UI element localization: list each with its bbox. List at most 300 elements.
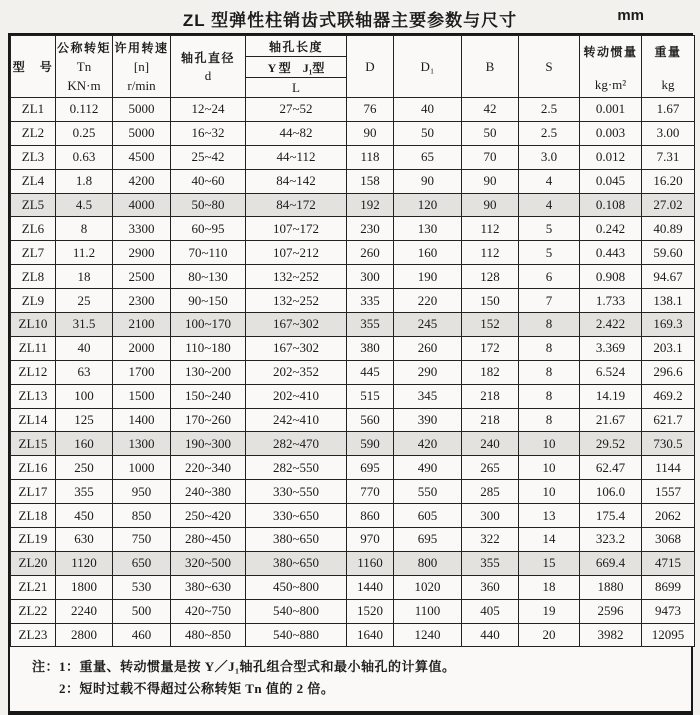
- col-header-bore-diameter-zh: 轴孔直径: [180, 51, 235, 65]
- cell-weight: 203.1: [642, 336, 695, 360]
- cell-bore-length: 84~142: [246, 169, 347, 193]
- cell-bore-diameter: 240~380: [171, 480, 246, 504]
- cell-bore-diameter: 40~60: [171, 169, 246, 193]
- cell-S: 2.5: [519, 121, 580, 145]
- cell-D1: 40: [394, 98, 462, 122]
- cell-bore-diameter: 320~500: [171, 551, 246, 575]
- cell-bore-diameter: 170~260: [171, 408, 246, 432]
- cell-torque: 1120: [56, 551, 113, 575]
- cell-bore-length: 132~252: [246, 265, 347, 289]
- cell-model: ZL10: [11, 313, 56, 337]
- cell-bore-diameter: 60~95: [171, 217, 246, 241]
- cell-model: ZL19: [11, 528, 56, 552]
- cell-torque: 40: [56, 336, 113, 360]
- cell-speed: 2100: [113, 313, 171, 337]
- cell-bore-length: 450~800: [246, 575, 347, 599]
- cell-D: 695: [347, 456, 394, 480]
- cell-B: 440: [462, 623, 519, 647]
- cell-model: ZL12: [11, 360, 56, 384]
- cell-D: 1640: [347, 623, 394, 647]
- table-row: [11, 145, 695, 169]
- cell-model: ZL7: [11, 241, 56, 265]
- cell-speed: 4000: [113, 193, 171, 217]
- cell-model: ZL22: [11, 599, 56, 623]
- table-row: [11, 432, 695, 456]
- cell-weight: 469.2: [642, 384, 695, 408]
- table-row: [11, 408, 695, 432]
- cell-speed: 2500: [113, 265, 171, 289]
- cell-weight: 12095: [642, 623, 695, 647]
- cell-speed: 2300: [113, 289, 171, 313]
- cell-speed: 4200: [113, 169, 171, 193]
- cell-weight: 7.31: [642, 145, 695, 169]
- cell-weight: 621.7: [642, 408, 695, 432]
- cell-torque: 1.8: [56, 169, 113, 193]
- cell-inertia: 0.003: [580, 121, 642, 145]
- cell-S: 4: [519, 169, 580, 193]
- cell-S: 8: [519, 313, 580, 337]
- cell-speed: 460: [113, 623, 171, 647]
- cell-bore-diameter: 100~170: [171, 313, 246, 337]
- cell-S: 7: [519, 289, 580, 313]
- col-header-speed: [113, 36, 171, 98]
- cell-bore-length: 107~172: [246, 217, 347, 241]
- table-row: [11, 289, 695, 313]
- table-row: [11, 480, 695, 504]
- cell-B: 240: [462, 432, 519, 456]
- cell-torque: 355: [56, 480, 113, 504]
- cell-inertia: 323.2: [580, 528, 642, 552]
- cell-bore-diameter: 150~240: [171, 384, 246, 408]
- col-header-torque-zh: 公称转矩: [56, 41, 111, 55]
- cell-bore-length: 167~302: [246, 336, 347, 360]
- cell-inertia: 106.0: [580, 480, 642, 504]
- cell-B: 285: [462, 480, 519, 504]
- cell-B: 322: [462, 528, 519, 552]
- cell-torque: 2800: [56, 623, 113, 647]
- table-row: [11, 336, 695, 360]
- cell-inertia: 0.045: [580, 169, 642, 193]
- col-header-torque-unit: KN·m: [67, 78, 101, 93]
- cell-bore-length: 380~650: [246, 528, 347, 552]
- cell-D: 230: [347, 217, 394, 241]
- cell-bore-diameter: 480~850: [171, 623, 246, 647]
- cell-D1: 160: [394, 241, 462, 265]
- col-header-S: S: [519, 36, 580, 98]
- note-line-1: 1：重量、转动惯量是按 Y／J₁轴孔组合型式和最小轴孔的计算值。: [59, 659, 456, 675]
- cell-torque: 630: [56, 528, 113, 552]
- col-header-bore-length-types: Y 型 J₁型: [246, 57, 347, 78]
- table-row: [11, 313, 695, 337]
- cell-D1: 800: [394, 551, 462, 575]
- table-row: [11, 599, 695, 623]
- cell-torque: 100: [56, 384, 113, 408]
- cell-bore-length: 27~52: [246, 98, 347, 122]
- cell-D: 300: [347, 265, 394, 289]
- cell-speed: 530: [113, 575, 171, 599]
- cell-model: ZL16: [11, 456, 56, 480]
- cell-S: 13: [519, 504, 580, 528]
- cell-model: ZL13: [11, 384, 56, 408]
- cell-weight: 1144: [642, 456, 695, 480]
- table-row: [11, 217, 695, 241]
- col-header-speed-symbol: [n]: [133, 59, 150, 74]
- cell-inertia: 0.908: [580, 265, 642, 289]
- notes-prefix: 注：: [32, 659, 60, 675]
- cell-bore-length: 132~252: [246, 289, 347, 313]
- cell-D1: 550: [394, 480, 462, 504]
- cell-speed: 950: [113, 480, 171, 504]
- cell-weight: 138.1: [642, 289, 695, 313]
- cell-model: ZL9: [11, 289, 56, 313]
- cell-inertia: 2596: [580, 599, 642, 623]
- cell-D: 260: [347, 241, 394, 265]
- cell-weight: 169.3: [642, 313, 695, 337]
- cell-B: 112: [462, 217, 519, 241]
- cell-speed: 1000: [113, 456, 171, 480]
- cell-model: ZL6: [11, 217, 56, 241]
- cell-S: 20: [519, 623, 580, 647]
- cell-weight: 40.89: [642, 217, 695, 241]
- cell-torque: 2240: [56, 599, 113, 623]
- col-header-bore-diameter: [171, 36, 246, 98]
- cell-bore-length: 330~550: [246, 480, 347, 504]
- cell-D: 355: [347, 313, 394, 337]
- cell-D1: 290: [394, 360, 462, 384]
- cell-S: 10: [519, 456, 580, 480]
- cell-speed: 2000: [113, 336, 171, 360]
- cell-model: ZL20: [11, 551, 56, 575]
- col-header-B: B: [462, 36, 519, 98]
- cell-model: ZL21: [11, 575, 56, 599]
- cell-weight: 4715: [642, 551, 695, 575]
- table-row: [11, 121, 695, 145]
- cell-D1: 120: [394, 193, 462, 217]
- cell-weight: 3068: [642, 528, 695, 552]
- cell-D: 380: [347, 336, 394, 360]
- cell-inertia: 3982: [580, 623, 642, 647]
- cell-weight: 8699: [642, 575, 695, 599]
- cell-torque: 31.5: [56, 313, 113, 337]
- cell-B: 172: [462, 336, 519, 360]
- cell-D1: 490: [394, 456, 462, 480]
- cell-model: ZL15: [11, 432, 56, 456]
- cell-torque: 0.63: [56, 145, 113, 169]
- cell-bore-length: 44~112: [246, 145, 347, 169]
- col-header-speed-zh: 许用转速: [114, 41, 169, 55]
- cell-S: 19: [519, 599, 580, 623]
- col-header-inertia: [580, 36, 642, 98]
- table-row: [11, 193, 695, 217]
- cell-inertia: 0.012: [580, 145, 642, 169]
- cell-inertia: 0.242: [580, 217, 642, 241]
- cell-D1: 50: [394, 121, 462, 145]
- cell-weight: 296.6: [642, 360, 695, 384]
- cell-inertia: 3.369: [580, 336, 642, 360]
- cell-D1: 130: [394, 217, 462, 241]
- table-frame: [8, 33, 693, 715]
- col-header-weight-zh: 重量: [654, 44, 682, 59]
- col-header-inertia-unit: kg·m²: [594, 76, 627, 92]
- cell-inertia: 6.524: [580, 360, 642, 384]
- col-header-torque: [56, 36, 113, 98]
- cell-D: 335: [347, 289, 394, 313]
- cell-B: 405: [462, 599, 519, 623]
- cell-weight: 27.02: [642, 193, 695, 217]
- cell-model: ZL11: [11, 336, 56, 360]
- cell-D: 1160: [347, 551, 394, 575]
- cell-bore-diameter: 220~340: [171, 456, 246, 480]
- unit-label: mm: [617, 7, 644, 24]
- cell-D: 860: [347, 504, 394, 528]
- cell-model: ZL14: [11, 408, 56, 432]
- table-row: [11, 360, 695, 384]
- cell-speed: 4500: [113, 145, 171, 169]
- cell-speed: 500: [113, 599, 171, 623]
- cell-bore-length: 242~410: [246, 408, 347, 432]
- cell-D1: 220: [394, 289, 462, 313]
- cell-bore-diameter: 16~32: [171, 121, 246, 145]
- cell-torque: 18: [56, 265, 113, 289]
- cell-bore-diameter: 80~130: [171, 265, 246, 289]
- cell-bore-diameter: 130~200: [171, 360, 246, 384]
- cell-speed: 5000: [113, 121, 171, 145]
- cell-torque: 250: [56, 456, 113, 480]
- notes: [10, 647, 691, 711]
- cell-D: 770: [347, 480, 394, 504]
- cell-bore-length: 380~650: [246, 551, 347, 575]
- cell-torque: 160: [56, 432, 113, 456]
- cell-D: 970: [347, 528, 394, 552]
- cell-B: 128: [462, 265, 519, 289]
- cell-inertia: 669.4: [580, 551, 642, 575]
- cell-weight: 730.5: [642, 432, 695, 456]
- cell-D: 76: [347, 98, 394, 122]
- cell-inertia: 1.733: [580, 289, 642, 313]
- col-header-bore-length-L: L: [246, 78, 347, 98]
- cell-torque: 63: [56, 360, 113, 384]
- cell-S: 8: [519, 384, 580, 408]
- cell-D1: 245: [394, 313, 462, 337]
- cell-model: ZL1: [11, 98, 56, 122]
- cell-D: 1440: [347, 575, 394, 599]
- table-body: [11, 98, 695, 647]
- cell-D1: 65: [394, 145, 462, 169]
- cell-inertia: 175.4: [580, 504, 642, 528]
- cell-D1: 1020: [394, 575, 462, 599]
- cell-bore-diameter: 250~420: [171, 504, 246, 528]
- cell-torque: 0.25: [56, 121, 113, 145]
- cell-weight: 59.60: [642, 241, 695, 265]
- cell-torque: 450: [56, 504, 113, 528]
- cell-inertia: 1880: [580, 575, 642, 599]
- cell-bore-diameter: 280~450: [171, 528, 246, 552]
- col-header-weight: [642, 36, 695, 98]
- cell-B: 90: [462, 193, 519, 217]
- cell-speed: 1400: [113, 408, 171, 432]
- cell-D1: 695: [394, 528, 462, 552]
- cell-D1: 1100: [394, 599, 462, 623]
- cell-S: 5: [519, 241, 580, 265]
- table-row: [11, 504, 695, 528]
- cell-D1: 420: [394, 432, 462, 456]
- cell-S: 5: [519, 217, 580, 241]
- cell-weight: 2062: [642, 504, 695, 528]
- cell-D: 590: [347, 432, 394, 456]
- cell-D: 560: [347, 408, 394, 432]
- cell-bore-diameter: 190~300: [171, 432, 246, 456]
- title-row: [0, 0, 700, 33]
- cell-speed: 3300: [113, 217, 171, 241]
- cell-B: 355: [462, 551, 519, 575]
- cell-inertia: 62.47: [580, 456, 642, 480]
- table-header: [11, 36, 695, 98]
- cell-inertia: 2.422: [580, 313, 642, 337]
- col-header-model: 型 号: [11, 36, 56, 98]
- cell-B: 360: [462, 575, 519, 599]
- cell-weight: 3.00: [642, 121, 695, 145]
- cell-weight: 94.67: [642, 265, 695, 289]
- col-header-weight-unit: kg: [661, 76, 675, 92]
- cell-D1: 260: [394, 336, 462, 360]
- cell-inertia: 0.443: [580, 241, 642, 265]
- cell-bore-length: 202~410: [246, 384, 347, 408]
- cell-bore-length: 330~650: [246, 504, 347, 528]
- cell-weight: 1.67: [642, 98, 695, 122]
- cell-speed: 850: [113, 504, 171, 528]
- cell-speed: 1700: [113, 360, 171, 384]
- cell-B: 218: [462, 408, 519, 432]
- cell-B: 42: [462, 98, 519, 122]
- cell-inertia: 0.001: [580, 98, 642, 122]
- cell-B: 152: [462, 313, 519, 337]
- cell-B: 218: [462, 384, 519, 408]
- cell-S: 15: [519, 551, 580, 575]
- cell-model: ZL3: [11, 145, 56, 169]
- cell-inertia: 0.108: [580, 193, 642, 217]
- cell-B: 90: [462, 169, 519, 193]
- cell-bore-length: 282~470: [246, 432, 347, 456]
- cell-S: 8: [519, 408, 580, 432]
- cell-bore-length: 84~172: [246, 193, 347, 217]
- cell-speed: 5000: [113, 98, 171, 122]
- cell-D1: 190: [394, 265, 462, 289]
- cell-model: ZL4: [11, 169, 56, 193]
- notes-items: [59, 656, 683, 699]
- cell-S: 3.0: [519, 145, 580, 169]
- table-row: [11, 384, 695, 408]
- cell-S: 4: [519, 193, 580, 217]
- cell-bore-length: 167~302: [246, 313, 347, 337]
- cell-bore-diameter: 90~150: [171, 289, 246, 313]
- cell-D: 118: [347, 145, 394, 169]
- parameters-table: [10, 35, 695, 647]
- cell-bore-diameter: 380~630: [171, 575, 246, 599]
- table-row: [11, 623, 695, 647]
- cell-model: ZL17: [11, 480, 56, 504]
- cell-B: 265: [462, 456, 519, 480]
- cell-inertia: 14.19: [580, 384, 642, 408]
- cell-bore-length: 282~550: [246, 456, 347, 480]
- cell-D: 90: [347, 121, 394, 145]
- cell-S: 18: [519, 575, 580, 599]
- table-row: [11, 575, 695, 599]
- cell-inertia: 29.52: [580, 432, 642, 456]
- col-header-D1: D₁: [394, 36, 462, 98]
- col-header-bore-diameter-symbol: d: [204, 68, 212, 83]
- table-row: [11, 456, 695, 480]
- cell-S: 2.5: [519, 98, 580, 122]
- cell-D1: 390: [394, 408, 462, 432]
- cell-bore-length: 540~800: [246, 599, 347, 623]
- cell-weight: 16.20: [642, 169, 695, 193]
- cell-D1: 345: [394, 384, 462, 408]
- cell-speed: 750: [113, 528, 171, 552]
- cell-S: 10: [519, 432, 580, 456]
- cell-torque: 11.2: [56, 241, 113, 265]
- cell-weight: 9473: [642, 599, 695, 623]
- col-header-bore-length: 轴孔长度: [246, 36, 347, 57]
- cell-S: 8: [519, 336, 580, 360]
- cell-S: 14: [519, 528, 580, 552]
- cell-speed: 1300: [113, 432, 171, 456]
- table-row: [11, 241, 695, 265]
- cell-D: 192: [347, 193, 394, 217]
- table-row: [11, 169, 695, 193]
- cell-bore-length: 44~82: [246, 121, 347, 145]
- col-header-torque-symbol: Tn: [76, 59, 92, 74]
- cell-bore-length: 107~212: [246, 241, 347, 265]
- cell-S: 10: [519, 480, 580, 504]
- cell-torque: 4.5: [56, 193, 113, 217]
- cell-D1: 90: [394, 169, 462, 193]
- cell-torque: 0.112: [56, 98, 113, 122]
- cell-D: 1520: [347, 599, 394, 623]
- cell-torque: 125: [56, 408, 113, 432]
- note-line-2: 2：短时过载不得超过公称转矩 Tn 值的 2 倍。: [59, 680, 335, 696]
- cell-D: 445: [347, 360, 394, 384]
- cell-D1: 1240: [394, 623, 462, 647]
- cell-model: ZL18: [11, 504, 56, 528]
- table-row: [11, 98, 695, 122]
- cell-S: 6: [519, 265, 580, 289]
- cell-model: ZL8: [11, 265, 56, 289]
- cell-bore-diameter: 12~24: [171, 98, 246, 122]
- cell-bore-diameter: 25~42: [171, 145, 246, 169]
- cell-speed: 2900: [113, 241, 171, 265]
- cell-model: ZL2: [11, 121, 56, 145]
- cell-bore-diameter: 50~80: [171, 193, 246, 217]
- cell-bore-diameter: 110~180: [171, 336, 246, 360]
- page-title: ZL 型弹性柱销齿式联轴器主要参数与尺寸: [182, 11, 518, 30]
- cell-S: 8: [519, 360, 580, 384]
- cell-inertia: 21.67: [580, 408, 642, 432]
- cell-torque: 8: [56, 217, 113, 241]
- col-header-inertia-zh: 转动惯量: [583, 44, 638, 59]
- cell-B: 50: [462, 121, 519, 145]
- cell-weight: 1557: [642, 480, 695, 504]
- cell-speed: 1500: [113, 384, 171, 408]
- cell-bore-length: 202~352: [246, 360, 347, 384]
- col-header-D: D: [347, 36, 394, 98]
- cell-B: 70: [462, 145, 519, 169]
- cell-D1: 605: [394, 504, 462, 528]
- cell-model: ZL5: [11, 193, 56, 217]
- cell-torque: 1800: [56, 575, 113, 599]
- cell-B: 300: [462, 504, 519, 528]
- cell-B: 112: [462, 241, 519, 265]
- cell-speed: 650: [113, 551, 171, 575]
